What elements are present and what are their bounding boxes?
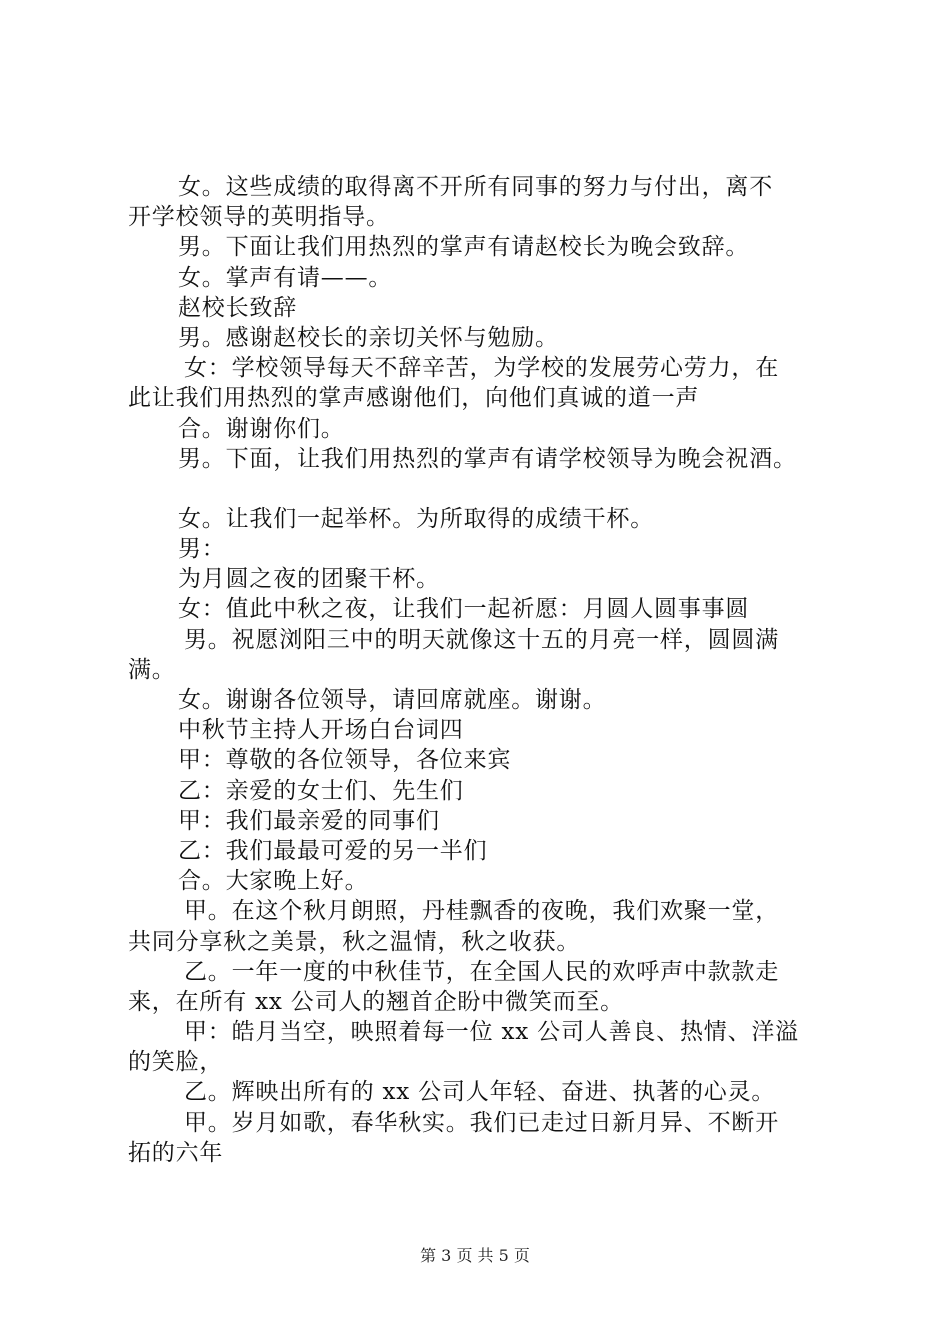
text-line: 女。这些成绩的取得离不开所有同事的努力与付出，离不 bbox=[178, 174, 773, 200]
text-line: 合。谢谢你们。 bbox=[178, 415, 345, 442]
text-line: 中秋节主持人开场白台词四 bbox=[178, 717, 464, 744]
text-line: 为月圆之夜的团聚干杯。 bbox=[178, 566, 440, 593]
text-line: 乙：亲爱的女士们、先生们 bbox=[178, 777, 464, 804]
text-line: 男。下面让我们用热烈的掌声有请赵校长为晚会致辞。 bbox=[178, 234, 750, 261]
text-line: 共同分享秋之美景，秋之温情，秋之收获。 bbox=[128, 928, 581, 955]
page-footer: 第 3 页 共 5 页 bbox=[420, 1246, 530, 1265]
text-line: 女：学校领导每天不辞辛苦，为学校的发展劳心劳力，在 bbox=[184, 355, 779, 382]
text-line: 甲：皓月当空，映照着每一位 xx 公司人善良、热情、洋溢 bbox=[184, 1019, 799, 1046]
text-line: 此让我们用热烈的掌声感谢他们，向他们真诚的道一声 bbox=[128, 385, 700, 412]
text-line: 男。下面，让我们用热烈的掌声有请学校领导为晚会祝酒。 bbox=[178, 445, 797, 472]
text-line: 合。大家晚上好。 bbox=[178, 868, 369, 895]
text-line: 甲。在这个秋月朗照，丹桂飘香的夜晚，我们欢聚一堂， bbox=[184, 898, 779, 925]
text-line: 女。谢谢各位领导，请回席就座。谢谢。 bbox=[178, 687, 607, 713]
document-body bbox=[128, 172, 838, 1168]
text-line: 女：值此中秋之夜，让我们一起祈愿：月圆人圆事事圆 bbox=[178, 596, 750, 623]
text-line: 甲：我们最亲爱的同事们 bbox=[178, 807, 440, 834]
text-line: 开学校领导的英明指导。 bbox=[128, 204, 390, 231]
text-line: 男： bbox=[178, 536, 226, 563]
text-line: 乙：我们最最可爱的另一半们 bbox=[178, 837, 488, 864]
text-line: 来，在所有 xx 公司人的翘首企盼中微笑而至。 bbox=[128, 988, 624, 1015]
text-line: 乙。辉映出所有的 xx 公司人年轻、奋进、执著的心灵。 bbox=[184, 1079, 776, 1106]
text-line: 满。 bbox=[128, 656, 176, 683]
text-line: 男。感谢赵校长的亲切关怀与勉励。 bbox=[178, 324, 559, 351]
text-line: 赵校长致辞 bbox=[178, 294, 297, 321]
text-line: 男。祝愿浏阳三中的明天就像这十五的月亮一样，圆圆满 bbox=[184, 626, 779, 653]
blank-line bbox=[128, 474, 838, 504]
text-line: 女。掌声有请——。 bbox=[178, 264, 393, 291]
text-line: 女。让我们一起举杯。为所取得的成绩干杯。 bbox=[178, 505, 654, 532]
text-line: 甲。岁月如歌，春华秋实。我们已走过日新月异、不断开 bbox=[184, 1109, 779, 1136]
text-line: 乙。一年一度的中秋佳节，在全国人民的欢呼声中款款走 bbox=[184, 958, 779, 985]
text-line: 甲：尊敬的各位领导，各位来宾 bbox=[178, 747, 512, 774]
text-line: 的笑脸， bbox=[128, 1049, 224, 1076]
text-line: 拓的六年 bbox=[128, 1139, 224, 1166]
